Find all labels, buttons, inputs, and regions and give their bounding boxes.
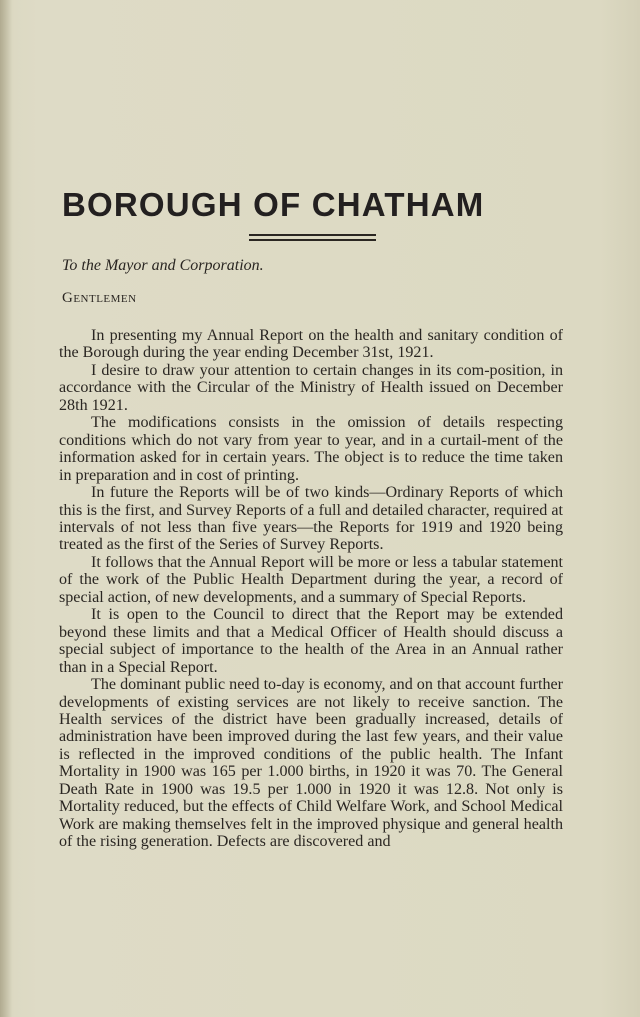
greeting [62, 290, 137, 307]
title-rule-lower [249, 239, 376, 241]
page-title: BOROUGH OF CHATHAM [62, 186, 485, 223]
page-edge-shadow [0, 0, 12, 1017]
paragraph: It follows that the Annual Report will be more or less a tabular statement of the work of the Public Health Department during the year, a record of special action, of new developments, and a summary of Special Reports. [59, 553, 563, 606]
greeting-text: Gentlemen [62, 290, 137, 306]
report-body [59, 327, 563, 851]
paragraph: The dominant public need to-day is economy, and on that account further developments of existing services are not likely to receive sanction. The Health services of the district have been gradually increased, details of administration have been improved during the last few years, and their value is reflected in the improved conditions of the public health. The Infant Mortality in 1900 was 165 per 1.000 births, in 1920 it was 70. The General Death Rate in 1900 was 19.5 per 1.000 in 1920 it was 12.8. Not only is Mortality reduced, but the effects of Child Welfare Work, and School Medical Work are making themselves felt in the improved physique and general health of the rising generation. Defects are discovered and [59, 676, 563, 851]
title-rule-upper [249, 234, 376, 236]
paragraph: The modifications consists in the omission of details respecting conditions which do not vary from year to year, and in a curtail-ment of the information asked for in certain years. The object is to reduce the time taken in preparation and in cost of printing. [59, 414, 563, 484]
paragraph: It is open to the Council to direct that the Report may be extended beyond these limits and that a Medical Officer of Health should discuss a special subject of importance to the health of the Area in an Annual rather than in a Special Report. [59, 606, 563, 676]
paragraph: I desire to draw your attention to certain changes in its com-position, in accordance with the Circular of the Ministry of Health issued on December 28th 1921. [59, 361, 563, 414]
paragraph: In presenting my Annual Report on the health and sanitary condition of the Borough during the year ending December 31st, 1921. [59, 327, 563, 362]
salutation: To the Mayor and Corporation. [62, 257, 264, 274]
paragraph: In future the Reports will be of two kinds—Ordinary Reports of which this is the first, and Survey Reports of a full and detailed character, required at intervals of not less than five years—the Reports for 1919 and 1920 being treated as the first of the Series of Survey Reports. [59, 484, 563, 554]
